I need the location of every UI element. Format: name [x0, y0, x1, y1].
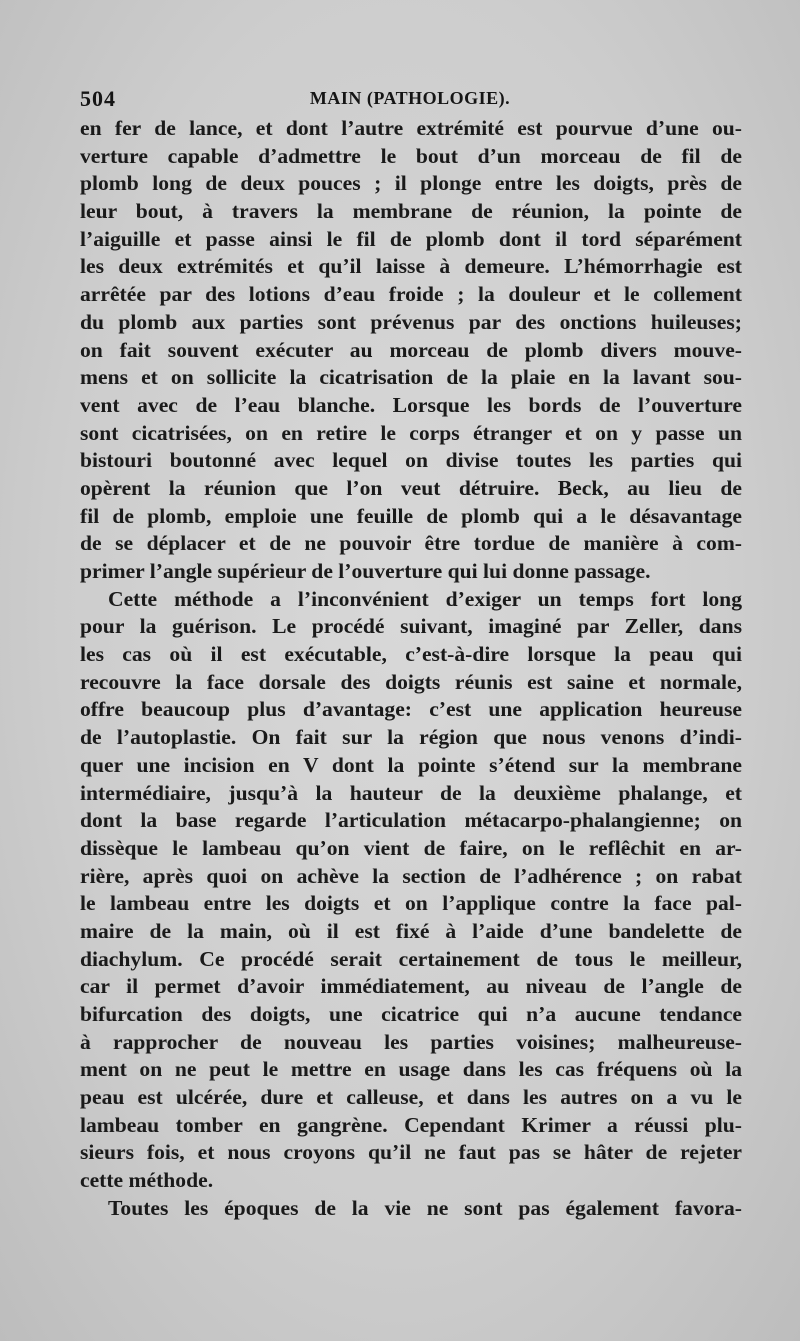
text-line: les deux extrémités et qu’il laisse à demeure. L’hémorrhagie est [80, 254, 742, 279]
running-head: MAIN (PATHOLOGIE). [309, 88, 511, 108]
text-line: bistouri boutonné avec lequel on divise toutes les parties qui [80, 448, 742, 473]
text-line: de l’autoplastie. On fait sur la région que nous venons d’indi- [80, 725, 742, 750]
paragraph [80, 1195, 742, 1223]
text-line: car il permet d’avoir immédiatement, au niveau de l’angle de [80, 974, 742, 999]
text-line: pour la guérison. Le procédé suivant, imaginé par Zeller, dans [80, 614, 742, 639]
text-line: du plomb aux parties sont prévenus par des onctions huileuses; [80, 309, 742, 334]
text-line: sont cicatrisées, on en retire le corps étranger et on y passe un [80, 420, 742, 445]
text-line: primer l’angle supérieur de l’ouverture qui lui donne passage. [80, 559, 651, 583]
text-line: opèrent la réunion que l’on veut détruire. Beck, au lieu de [80, 475, 742, 500]
text-line: diachylum. Ce procédé serait certainement de tous le meilleur, [80, 946, 742, 971]
text-line: cette méthode. [80, 1168, 214, 1193]
text-line: mens et on sollicite la cicatrisation de la plaie en la lavant sou- [80, 365, 742, 390]
text-line: peau est ulcérée, dure et calleuse, et dans les autres on a vu le [80, 1085, 742, 1110]
text-line: lambeau tomber en gangrène. Cependant Krimer a réussi plu- [80, 1112, 742, 1137]
body-text [80, 115, 742, 1223]
text-line: plomb long de deux pouces ; il plonge entre les doigts, près de [80, 171, 742, 196]
text-line: vent avec de l’eau blanche. Lorsque les bords de l’ouverture [80, 392, 742, 417]
text-line: ment on ne peut le mettre en usage dans les cas fréquens où la [80, 1057, 742, 1082]
text-line: de se déplacer et de ne pouvoir être tordue de manière à com- [80, 531, 742, 556]
text-line: dissèque le lambeau qu’on vient de faire, on le reflêchit en ar- [80, 835, 742, 860]
text-line: Toutes les époques de la vie ne sont pas également favora- [108, 1195, 742, 1220]
text-line: arrêtée par des lotions d’eau froide ; la douleur et le collement [80, 282, 742, 307]
text-line: verture capable d’admettre le bout d’un morceau de fil de [80, 143, 742, 168]
text-line: en fer de lance, et dont l’autre extrémité est pourvue d’une ou- [80, 116, 742, 140]
text-line: rière, après quoi on achève la section de l’adhérence ; on rabat [80, 863, 742, 888]
text-line: le lambeau entre les doigts et on l’applique contre la face pal- [80, 891, 742, 916]
text-line: l’aiguille et passe ainsi le fil de plomb dont il tord séparément [80, 226, 742, 251]
page-number: 504 [80, 86, 116, 111]
text-line: offre beaucoup plus d’avantage: c’est une application heureuse [80, 697, 742, 722]
text-line: sieurs fois, et nous croyons qu’il ne faut pas se hâter de rejeter [80, 1140, 742, 1165]
text-line: maire de la main, où il est fixé à l’aide d’une bandelette de [80, 918, 742, 943]
paragraph [80, 586, 742, 1195]
text-line: on fait souvent exécuter au morceau de plomb divers mouve- [80, 337, 742, 362]
text-line: Cette méthode a l’inconvénient d’exiger un temps fort long [108, 586, 742, 611]
text-line: à rapprocher de nouveau les parties voisines; malheureuse- [80, 1029, 742, 1054]
text-line: leur bout, à travers la membrane de réunion, la pointe de [80, 199, 742, 224]
text-line: recouvre la face dorsale des doigts réunis est saine et normale, [80, 669, 742, 694]
text-line: fil de plomb, emploie une feuille de plomb qui a le désavantage [80, 503, 742, 528]
text-line: bifurcation des doigts, une cicatrice qui n’a aucune tendance [80, 1002, 742, 1026]
text-line: dont la base regarde l’articulation métacarpo-phalangienne; on [80, 808, 742, 833]
text-line: intermédiaire, jusqu’à la hauteur de la deuxième phalange, et [80, 780, 742, 805]
page-header [80, 86, 740, 118]
text-line: les cas où il est exécutable, c’est-à-dire lorsque la peau qui [80, 642, 742, 667]
paragraph [80, 115, 742, 586]
text-line: quer une incision en V dont la pointe s’étend sur la membrane [80, 752, 742, 777]
